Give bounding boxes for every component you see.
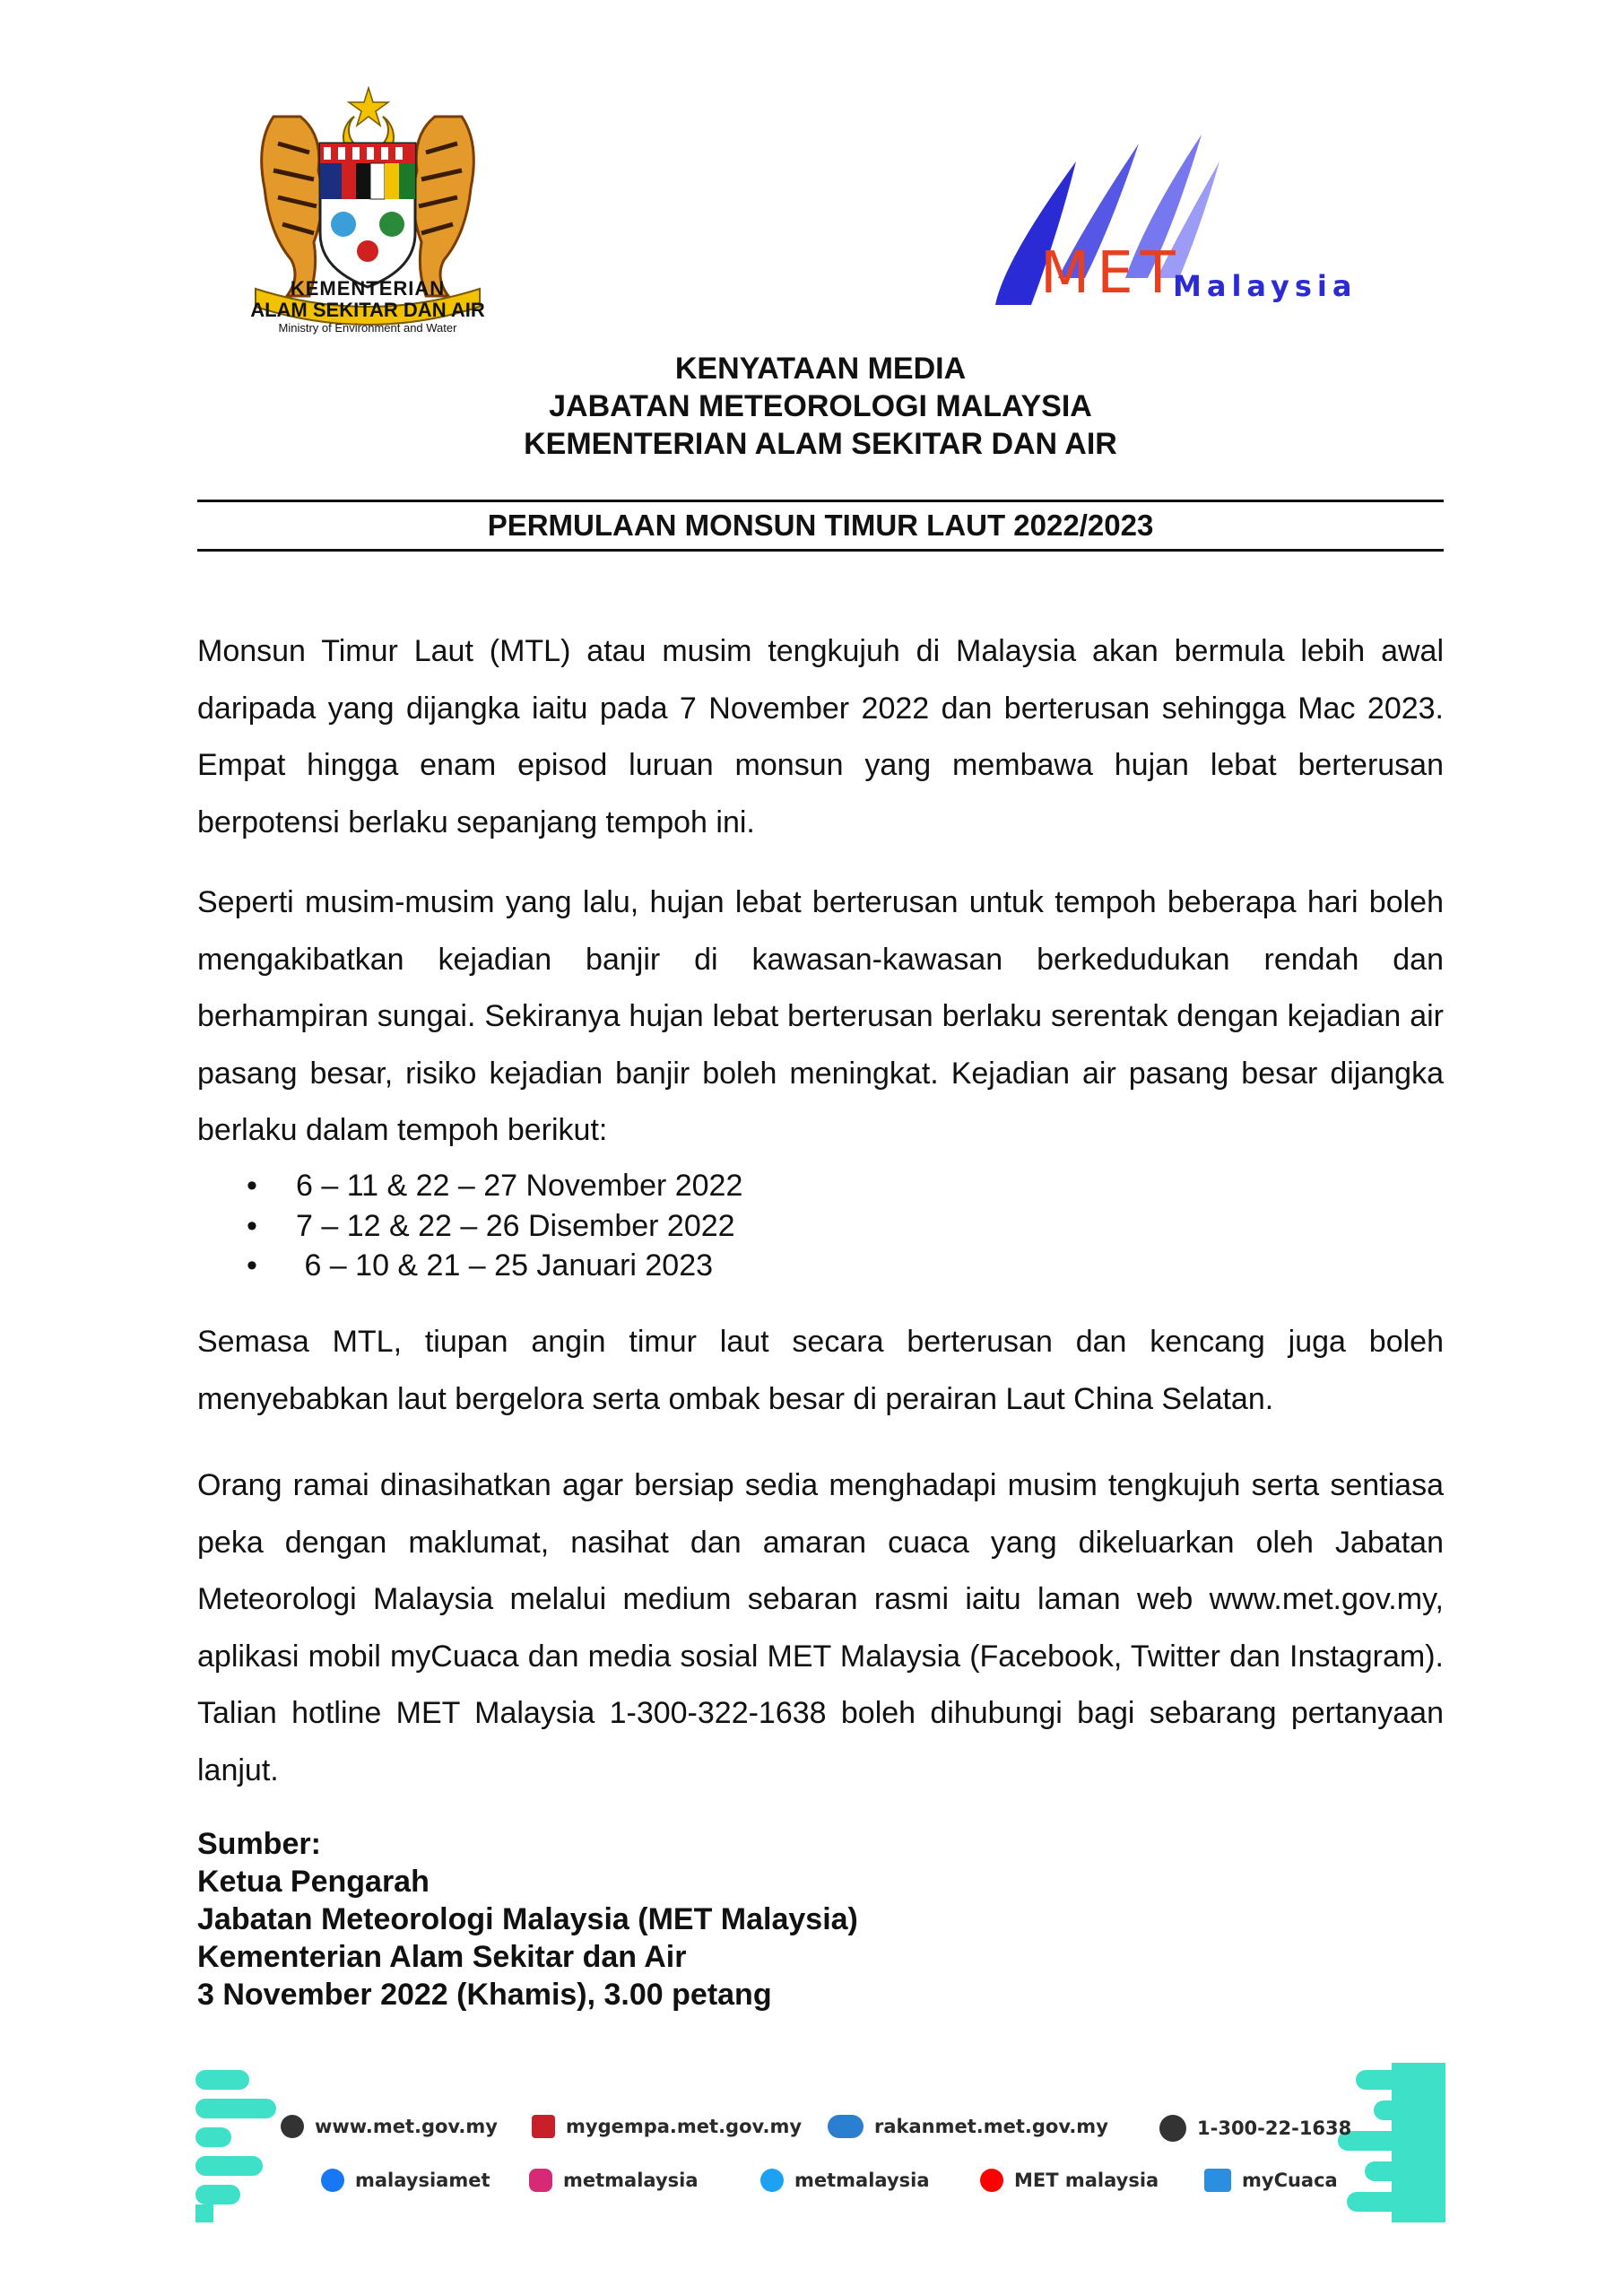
footer-facebook-text: malaysiamet (355, 2170, 490, 2191)
department-heading: JABATAN METEOROLOGI MALAYSIA (549, 389, 1092, 423)
source-title: Ketua Pengarah (197, 1865, 430, 1899)
ministry-name-line1: KEMENTERIAN (290, 277, 446, 300)
twitter-icon (760, 2169, 784, 2192)
footer-mygempa[interactable] (532, 2115, 802, 2138)
ministry-name-line2: ALAM SEKITAR DAN AIR (250, 299, 485, 321)
high-tide-date-list (242, 1166, 1318, 1286)
list-item: • 6 – 10 & 21 – 25 Januari 2023 (242, 1246, 1318, 1286)
youtube-icon (980, 2169, 1003, 2192)
met-logo-main: MET (1040, 240, 1183, 307)
footer-website[interactable] (281, 2115, 498, 2138)
footer-hotline[interactable] (1159, 2115, 1351, 2142)
footer-twitter-text: metmalaysia (794, 2170, 930, 2191)
footer-rakanmet-text: rakanmet.met.gov.my (874, 2116, 1108, 2137)
source-label: Sumber: (197, 1827, 321, 1861)
footer-website-text: www.met.gov.my (315, 2116, 498, 2137)
footer-mycuaca[interactable] (1204, 2169, 1338, 2192)
footer-instagram[interactable] (529, 2169, 699, 2192)
cloud-network-icon (828, 2115, 864, 2138)
source-ministry: Kementerian Alam Sekitar dan Air (197, 1940, 687, 1974)
ministry-heading: KEMENTERIAN ALAM SEKITAR DAN AIR (524, 427, 1117, 461)
mycuaca-icon (1204, 2169, 1231, 2192)
source-department: Jabatan Meteorologi Malaysia (MET Malaysia) (197, 1902, 858, 1936)
instagram-icon (529, 2169, 552, 2192)
met-malaysia-logo (977, 126, 1390, 323)
footer-instagram-text: metmalaysia (563, 2170, 699, 2191)
facebook-icon (321, 2169, 344, 2192)
footer-hotline-text: 1-300-22-1638 (1197, 2118, 1352, 2139)
divider-top (197, 500, 1444, 502)
footer-decoration-left (195, 2063, 303, 2222)
paragraph-monsoon-onset: Monsun Timur Laut (MTL) atau musim tengkujuh di Malaysia akan bermula lebih awal daripada yang dijangka iaitu pada 7 November 2022 dan berterusan sehingga Mac 2023. Empat hingga enam episod luruan monsun yang membawa hujan lebat berterusan berpotensi berlaku sepanjang tempoh ini. (197, 634, 1444, 839)
footer-decoration-right (1320, 2063, 1445, 2222)
ministry-name-english: Ministry of Environment and Water (278, 321, 457, 335)
globe-icon (281, 2115, 304, 2138)
footer-mycuaca-text: myCuaca (1242, 2170, 1338, 2191)
footer-mygempa-text: mygempa.met.gov.my (566, 2116, 803, 2137)
met-logo-sub: Malaysia (1173, 269, 1358, 303)
footer-facebook[interactable] (321, 2169, 490, 2192)
list-item: • 7 – 12 & 22 – 26 Disember 2022 (242, 1206, 1318, 1247)
footer-youtube-text: MET malaysia (1014, 2170, 1159, 2191)
footer-youtube[interactable] (980, 2169, 1159, 2192)
footer-twitter[interactable] (760, 2169, 930, 2192)
footer-rakanmet[interactable] (828, 2115, 1108, 2138)
paragraph-wind-warning: Semasa MTL, tiupan angin timur laut secara berterusan dan kencang juga boleh menyebabkan laut bergelora serta ombak besar di perairan Laut China Selatan. (197, 1325, 1444, 1416)
subject-title: PERMULAAN MONSUN TIMUR LAUT 2022/2023 (487, 509, 1154, 542)
seismograph-icon (532, 2115, 555, 2138)
divider-bottom (197, 549, 1444, 552)
phone-icon (1159, 2115, 1186, 2142)
paragraph-flood-risk: Seperti musim-musim yang lalu, hujan lebat berterusan untuk tempoh beberapa hari boleh mengakibatkan kejadian banjir di kawasan-kawasan berkedudukan rendah dan berhampiran sungai. Sekiranya hujan lebat berterusan berlaku serentak dengan kejadian air pasang besar, risiko kejadian banjir boleh meningkat. Kejadian air pasang besar dijangka berlaku dalam tempoh berikut: (197, 885, 1444, 1147)
source-date: 3 November 2022 (Khamis), 3.00 petang (197, 1978, 772, 2012)
paragraph-public-advisory: Orang ramai dinasihatkan agar bersiap sedia menghadapi musim tengkujuh serta sentiasa peka dengan maklumat, nasihat dan amaran cuaca yang dikeluarkan oleh Jabatan Meteorologi Malaysia melalui medium sebaran rasmi iaitu laman web www.met.gov.my, aplikasi mobil myCuaca dan media sosial MET Malaysia (Facebook, Twitter dan Instagram). Talian hotline MET Malaysia 1-300-322-1638 boleh dihubungi bagi sebarang pertanyaan lanjut. (197, 1468, 1444, 1787)
source-block (197, 1825, 1273, 2013)
press-release-heading: KENYATAAN MEDIA (674, 352, 967, 386)
list-item: • 6 – 11 & 22 – 27 November 2022 (242, 1166, 1318, 1206)
footer-contact-banner (195, 2063, 1445, 2222)
ministry-logo-text (202, 278, 534, 335)
